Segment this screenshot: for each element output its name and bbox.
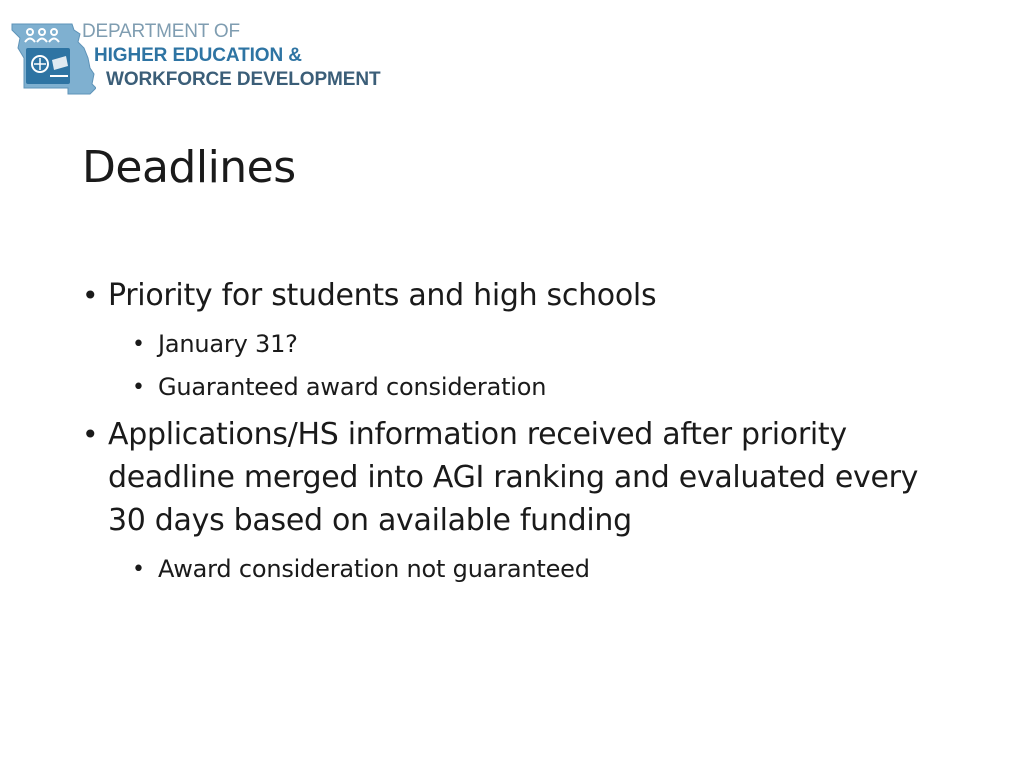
bullet-dot-icon: •: [82, 418, 99, 451]
department-logo: [10, 18, 430, 98]
bullet-dot-icon: •: [132, 557, 145, 582]
bullet-item: [82, 413, 962, 542]
sub-bullet-text: January 31?: [158, 330, 298, 358]
bullet-dot-icon: •: [132, 375, 145, 400]
slide-title: Deadlines: [82, 142, 296, 193]
logo-wordmark: [82, 20, 380, 92]
logo-line-higher-education: HIGHER EDUCATION &: [94, 45, 302, 66]
bullet-group-2: [82, 413, 962, 591]
sub-bullet-item: [82, 548, 962, 591]
bullet-dot-icon: •: [132, 332, 145, 357]
sub-bullet-item: [82, 323, 962, 366]
sub-bullet-text: Award consideration not guaranteed: [158, 555, 590, 583]
bullet-text: Applications/HS information received after priority deadline merged into AGI ranking and evaluated every 30 days based on available funding: [108, 417, 919, 538]
bullet-group-1: [82, 274, 962, 409]
sub-bullet-text: Guaranteed award consideration: [158, 373, 547, 401]
sub-bullet-item: [82, 366, 962, 409]
bullet-text: Priority for students and high schools: [108, 278, 657, 313]
bullet-item: [82, 274, 962, 317]
logo-line-workforce-development: WORKFORCE DEVELOPMENT: [106, 69, 381, 90]
logo-line-department: DEPARTMENT OF: [82, 21, 240, 42]
bullet-dot-icon: •: [82, 279, 99, 312]
slide-body: [82, 274, 962, 595]
